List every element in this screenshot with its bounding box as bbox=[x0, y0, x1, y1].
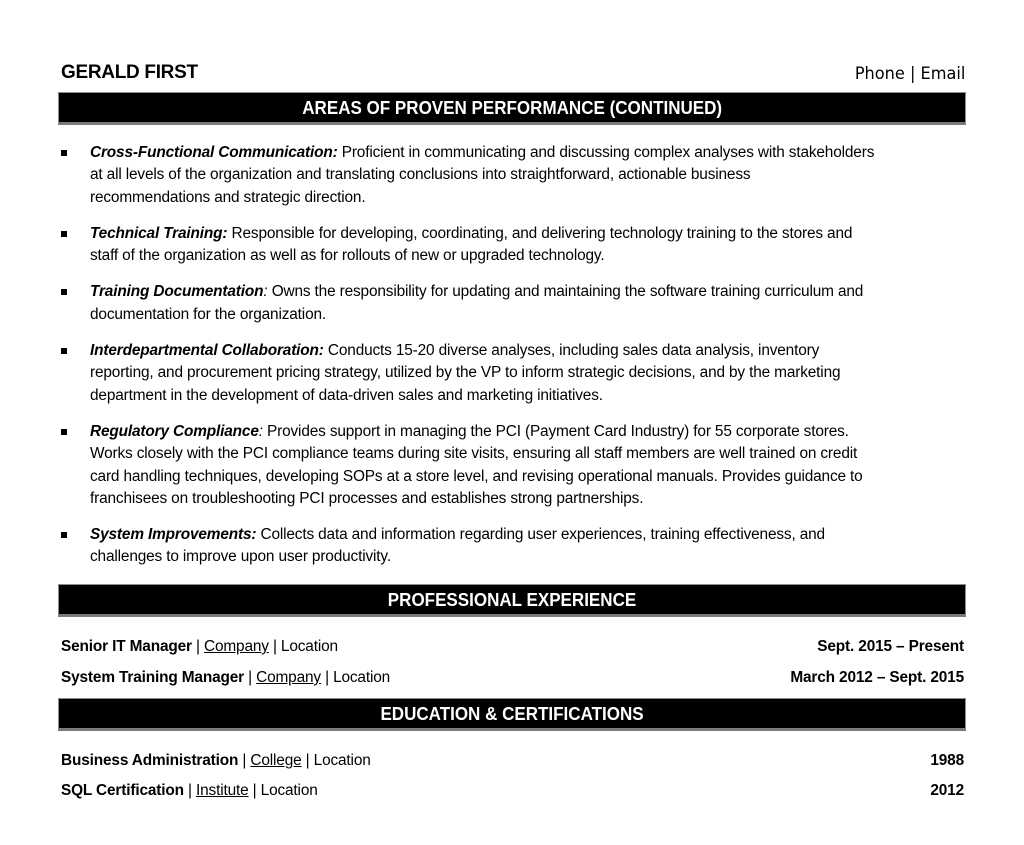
square-bullet-icon bbox=[61, 150, 67, 156]
section-header-areas bbox=[58, 92, 966, 125]
bullet-text: challenges to improve upon user productivity. bbox=[90, 548, 391, 566]
square-bullet-icon bbox=[61, 532, 67, 538]
separator: | bbox=[238, 752, 251, 769]
job-title: System Training Manager bbox=[61, 669, 245, 686]
bullet-lead-colon: : bbox=[263, 283, 268, 301]
job-title: Senior IT Manager bbox=[61, 638, 192, 655]
date-range: Sept. 2015 – Present bbox=[817, 638, 964, 655]
degree-title: Business Administration bbox=[61, 752, 239, 769]
separator: | bbox=[268, 638, 281, 655]
square-bullet-icon bbox=[61, 348, 67, 354]
bullet-text: Proficient in communicating and discussing complex analyses with stakeholders bbox=[337, 144, 875, 161]
location: Location bbox=[313, 752, 371, 769]
bullet-text: Conducts 15-20 diverse analyses, including sales data analysis, inventory bbox=[323, 342, 820, 360]
experience-entry bbox=[61, 636, 964, 658]
bullet-text: documentation for the organization. bbox=[90, 305, 327, 323]
year: 2012 bbox=[930, 782, 964, 799]
section-header-experience bbox=[58, 584, 966, 617]
list-item bbox=[58, 142, 968, 209]
contact-info: Phone | Email bbox=[854, 64, 965, 84]
education-entry bbox=[61, 750, 964, 772]
bullet-lead: System Improvements: bbox=[90, 526, 257, 544]
degree-title: SQL Certification bbox=[61, 782, 184, 799]
institution-link[interactable]: Institute bbox=[195, 782, 249, 799]
bullet-text: card handling techniques, developing SOPs at a store level, and revising operational manuals. Provides guidance to bbox=[90, 467, 863, 485]
section-title: AREAS OF PROVEN PERFORMANCE (CONTINUED) bbox=[302, 97, 722, 118]
separator: | bbox=[191, 638, 204, 655]
bullet-text: recommendations and strategic direction. bbox=[90, 188, 366, 206]
bullet-text: Responsible for developing, coordinating, and delivering technology training to the stores and bbox=[227, 224, 853, 242]
education-entry bbox=[61, 780, 964, 802]
institution-link[interactable]: College bbox=[250, 752, 302, 769]
section-header-education bbox=[58, 698, 966, 731]
bullet-lead: Training Documentation bbox=[90, 283, 264, 301]
list-item bbox=[58, 340, 968, 407]
experience-entry bbox=[61, 667, 964, 689]
candidate-name: GERALD FIRST bbox=[61, 62, 198, 83]
section-title: EDUCATION & CERTIFICATIONS bbox=[380, 703, 644, 724]
bullet-text: at all levels of the organization and translating conclusions into straightforward, actionable business bbox=[90, 166, 751, 184]
square-bullet-icon bbox=[61, 231, 67, 237]
bullet-text: Provides support in managing the PCI (Payment Card Industry) for 55 corporate stores. bbox=[262, 422, 849, 440]
year: 1988 bbox=[930, 752, 964, 769]
bullet-lead: Interdepartmental Collaboration: bbox=[90, 342, 324, 360]
list-item bbox=[58, 421, 968, 510]
separator: | bbox=[244, 669, 257, 686]
bullet-text: department in the development of data-driven sales and marketing initiatives. bbox=[90, 386, 603, 404]
bullet-lead-colon: : bbox=[258, 422, 263, 440]
bullet-text: Owns the responsibility for updating and maintaining the software training curriculum and bbox=[267, 283, 864, 301]
bullet-text: Collects data and information regarding user experiences, training effectiveness, and bbox=[256, 526, 825, 544]
bullet-lead: Technical Training: bbox=[90, 224, 228, 242]
square-bullet-icon bbox=[61, 429, 67, 435]
square-bullet-icon bbox=[61, 289, 67, 295]
bullet-lead: Cross-Functional Communication: bbox=[90, 144, 338, 161]
location: Location bbox=[260, 782, 318, 799]
company-link[interactable]: Company bbox=[256, 669, 321, 686]
separator: | bbox=[301, 752, 314, 769]
company-link[interactable]: Company bbox=[203, 638, 269, 655]
separator: | bbox=[320, 669, 334, 686]
list-item bbox=[58, 524, 968, 569]
separator: | bbox=[248, 782, 261, 799]
location: Location bbox=[280, 638, 338, 655]
bullet-text: reporting, and procurement pricing strategy, utilized by the VP to inform strategic decisions, and by the marketing bbox=[90, 364, 841, 382]
separator: | bbox=[183, 782, 196, 799]
location: Location bbox=[333, 669, 391, 686]
bullet-lead: Regulatory Compliance bbox=[90, 422, 259, 440]
section-title: PROFESSIONAL EXPERIENCE bbox=[387, 589, 637, 610]
performance-bullet-list bbox=[58, 142, 968, 583]
date-range: March 2012 – Sept. 2015 bbox=[790, 669, 964, 686]
bullet-text: franchisees on troubleshooting PCI processes and establishes strong partnerships. bbox=[90, 489, 644, 507]
list-item bbox=[58, 223, 968, 268]
bullet-text: staff of the organization as well as for rollouts of new or upgraded technology. bbox=[90, 247, 605, 265]
bullet-text: Works closely with the PCI compliance teams during site visits, ensuring all staff members are well trained on credit bbox=[90, 445, 858, 463]
list-item bbox=[58, 281, 968, 326]
